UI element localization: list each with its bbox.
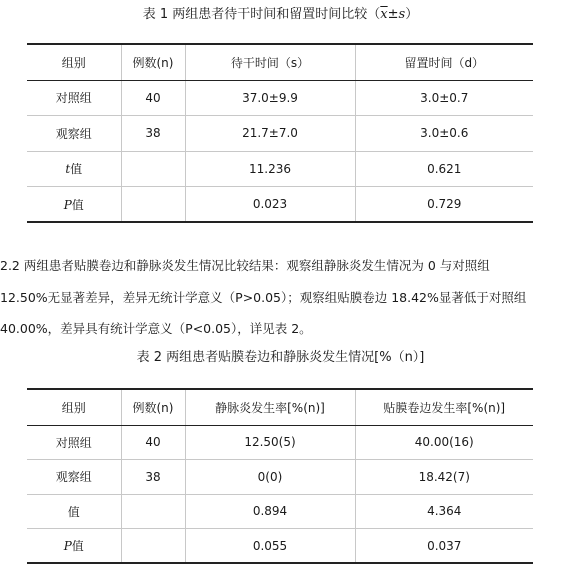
- table1: [27, 43, 533, 223]
- paragraph-line-2: 12.50%无显著差异，差异无统计学意义（P>0.05）；观察组贴膜卷边 18.42%显著低于对照组: [0, 290, 527, 305]
- table1-cell-dry-time: 37.0±9.9: [185, 80, 355, 116]
- table-row: [27, 151, 533, 187]
- table-row: [27, 116, 533, 152]
- table2-header-group: 组别: [27, 389, 121, 425]
- table1-header-row: [27, 44, 533, 80]
- table2-cell-phlebitis-rate: 0.055: [185, 529, 355, 564]
- table1-header-count: 例数(n): [121, 44, 185, 80]
- table1-cell-dry-time: 11.236: [185, 151, 355, 187]
- table1-cell-group: 对照组: [27, 80, 121, 116]
- table1-caption-suffix: ）: [405, 7, 419, 22]
- table2-header-curling-rate: 贴膜卷边发生率[%(n)]: [355, 389, 533, 425]
- table1-cell-dry-time: 21.7±7.0: [185, 116, 355, 152]
- table1-cell-dwell-time: 3.0±0.6: [355, 116, 533, 152]
- table2-cell-curling-rate: 40.00(16): [355, 425, 533, 460]
- table-row: [27, 425, 533, 460]
- paragraph-line-3: 40.00%，差异具有统计学意义（P<0.05），详见表 2。: [0, 321, 312, 336]
- table1-cell-dry-time: 0.023: [185, 187, 355, 223]
- table1-caption: [0, 6, 561, 24]
- table1-cell-dwell-time: 0.729: [355, 187, 533, 223]
- table2-cell-phlebitis-rate: 12.50(5): [185, 425, 355, 460]
- table2-cell-curling-rate: 18.42(7): [355, 460, 533, 495]
- table-row: [27, 494, 533, 529]
- table1-caption-pm: ±: [387, 7, 399, 22]
- table1-cell-group: t值: [27, 151, 121, 187]
- table2-cell-phlebitis-rate: 0(0): [185, 460, 355, 495]
- table-row: [27, 80, 533, 116]
- table2-cell-phlebitis-rate: 0.894: [185, 494, 355, 529]
- table1-header-dwell-time: 留置时间（d）: [355, 44, 533, 80]
- paragraph-line-1: 2.2 两组患者贴膜卷边和静脉炎发生情况比较结果：观察组静脉炎发生情况为 0 与对照组: [0, 258, 490, 273]
- table1-cell-count: 40: [121, 80, 185, 116]
- table2-cell-curling-rate: 0.037: [355, 529, 533, 564]
- table2-cell-count: [121, 529, 185, 564]
- table2-caption: 表 2 两组患者贴膜卷边和静脉炎发生情况[%（n）]: [136, 350, 425, 365]
- table2-header-phlebitis-rate: 静脉炎发生率[%(n)]: [185, 389, 355, 425]
- table2-cell-group: 观察组: [27, 460, 121, 495]
- table2-cell-count: [121, 494, 185, 529]
- table1-cell-dwell-time: 0.621: [355, 151, 533, 187]
- table1-caption-prefix: 表 1 两组患者待干时间和留置时间比较（: [142, 7, 381, 22]
- table-row: [27, 187, 533, 223]
- table1-cell-count: [121, 151, 185, 187]
- table1-cell-group: P值: [27, 187, 121, 223]
- table1-caption-mean-symbol: $\overline{x}$: [380, 7, 388, 22]
- table1-header-dry-time: 待干时间（s）: [185, 44, 355, 80]
- table2-header-count: 例数(n): [121, 389, 185, 425]
- table1-cell-count: 38: [121, 116, 185, 152]
- table1-cell-count: [121, 187, 185, 223]
- table2-cell-curling-rate: 4.364: [355, 494, 533, 529]
- table2: [27, 388, 533, 564]
- table2-cell-count: 40: [121, 425, 185, 460]
- table2-cell-count: 38: [121, 460, 185, 495]
- table1-cell-group: 观察组: [27, 116, 121, 152]
- table-row: [27, 460, 533, 495]
- table1-header-group: 组别: [27, 44, 121, 80]
- table1-caption-sd-symbol: s: [398, 7, 406, 22]
- table2-cell-group: P值: [27, 529, 121, 564]
- table1-cell-dwell-time: 3.0±0.7: [355, 80, 533, 116]
- table2-cell-group: 对照组: [27, 425, 121, 460]
- table-row: [27, 529, 533, 564]
- table2-cell-group: 值: [27, 494, 121, 529]
- table2-header-row: [27, 389, 533, 425]
